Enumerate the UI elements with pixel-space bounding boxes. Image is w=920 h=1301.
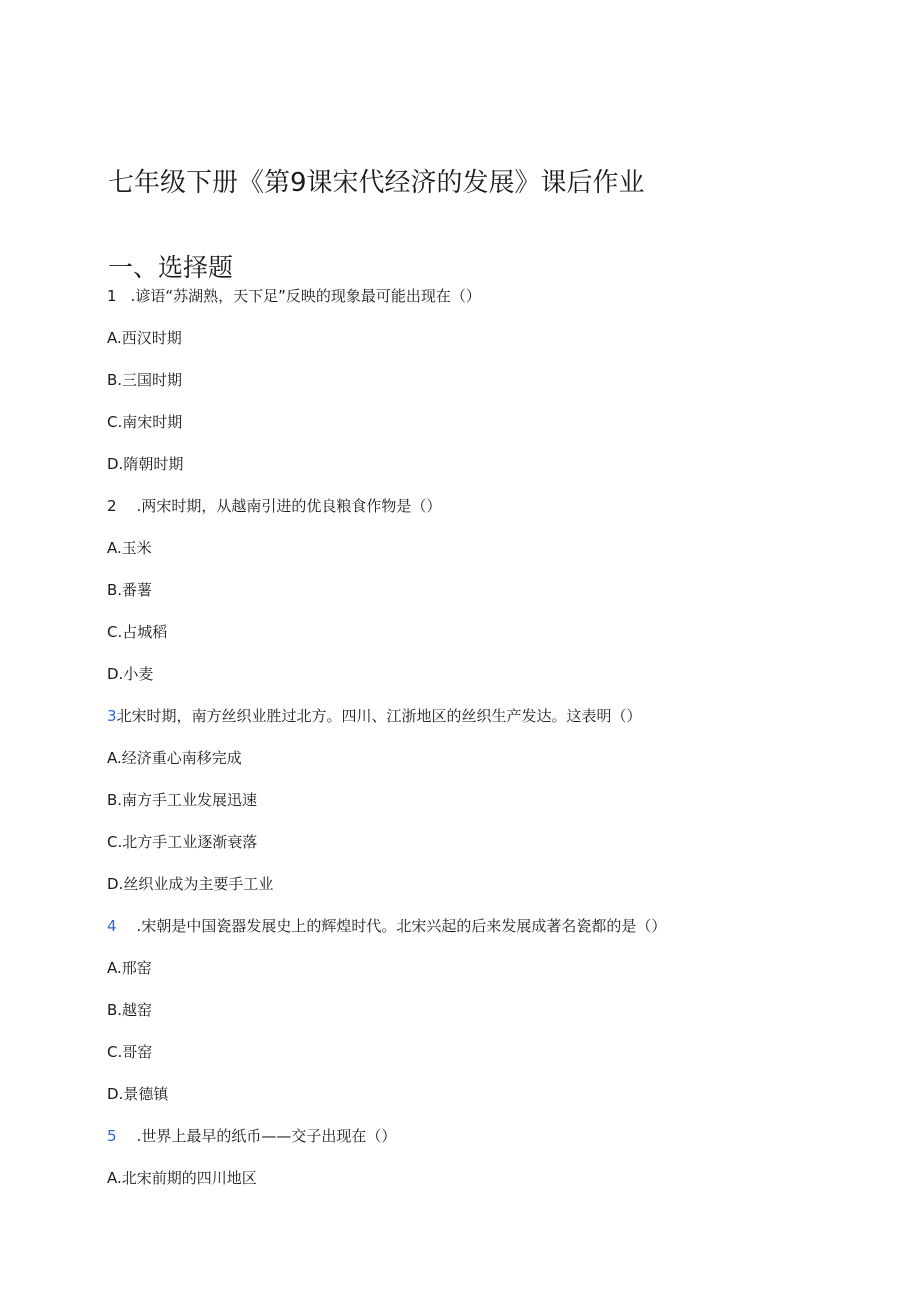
question-stem: .世界上最早的纸币——交子出现在（） [136, 1127, 397, 1145]
option-2a: A.玉米 [107, 539, 152, 557]
question-2 [107, 495, 441, 517]
option-1c: C.南宋时期 [107, 413, 183, 431]
question-5 [107, 1125, 396, 1147]
question-3 [107, 705, 642, 727]
option-1b: B.三国时期 [107, 371, 183, 389]
question-stem: .两宋时期，从越南引进的优良粮食作物是（） [136, 497, 442, 515]
option-4d: D.景德镇 [107, 1085, 169, 1103]
question-stem: 北宋时期，南方丝织业胜过北方。四川、江浙地区的丝织生产发达。这表明（） [116, 707, 642, 725]
question-number: 3 [107, 707, 117, 725]
option-3d: D.丝织业成为主要手工业 [107, 875, 274, 893]
option-4c: C.哥窑 [107, 1043, 153, 1061]
option-5a: A.北宋前期的四川地区 [107, 1169, 257, 1187]
page-title: 七年级下册《第9课宋代经济的发展》课后作业 [108, 168, 645, 199]
question-stem: .谚语“苏湖熟，天下足”反映的现象最可能出现在（） [130, 287, 481, 305]
option-3c: C.北方手工业逐渐衰落 [107, 833, 258, 851]
option-4a: A.邢窑 [107, 959, 152, 977]
option-1a: A.西汉时期 [107, 329, 182, 347]
option-1d: D.隋朝时期 [107, 455, 184, 473]
option-2d: D.小麦 [107, 665, 154, 683]
question-1 [107, 285, 481, 307]
option-2b: B.番薯 [107, 581, 153, 599]
option-4b: B.越窑 [107, 1001, 153, 1019]
question-number: 1 [107, 287, 117, 305]
option-2c: C.占城稻 [107, 623, 168, 641]
option-3a: A.经济重心南移完成 [107, 749, 242, 767]
question-number: 2 [107, 497, 117, 515]
section-heading: 一、选择题 [108, 252, 234, 282]
option-3b: B.南方手工业发展迅速 [107, 791, 258, 809]
question-4 [107, 915, 666, 937]
question-number: 5 [107, 1127, 117, 1145]
question-number: 4 [107, 917, 117, 935]
question-stem: .宋朝是中国瓷器发展史上的辉煌时代。北宋兴起的后来发展成著名瓷都的是（） [136, 917, 667, 935]
